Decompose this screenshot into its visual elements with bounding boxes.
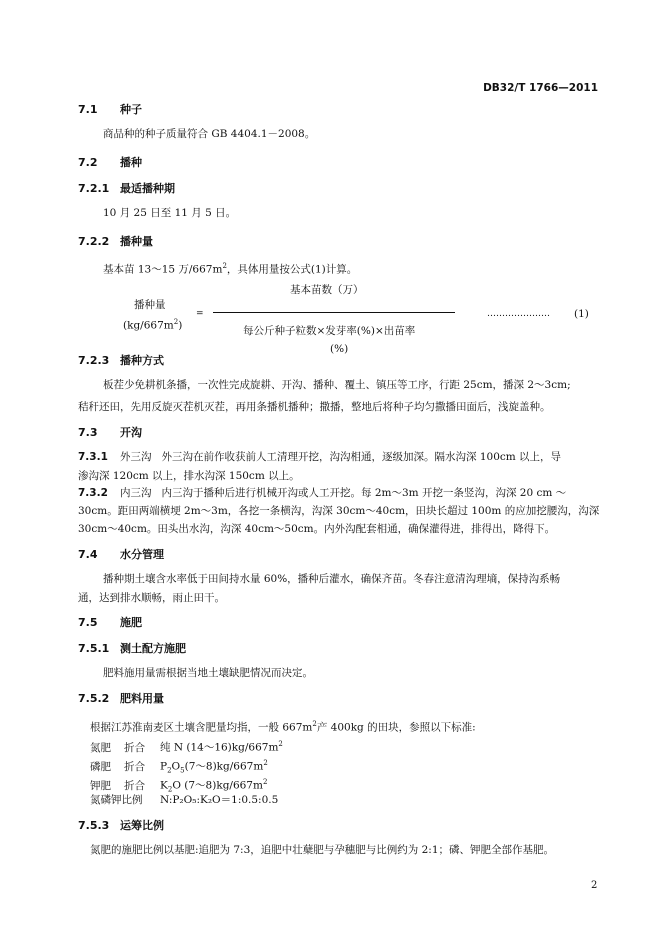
section-7-5-1-text: 肥料施用量需根据当地土壤缺肥情况而决定。	[103, 667, 313, 679]
section-number: 7.3	[78, 426, 98, 439]
formula-denominator-unit: (%)	[330, 343, 349, 355]
section-7-2-1-text: 10 月 25 日至 11 月 5 日。	[103, 207, 237, 219]
section-7-4-line1: 播种期土壤含水率低于田间持水量 60%，播种后灌水，确保齐苗。冬春注意清沟理墒，保持沟系畅	[103, 573, 561, 585]
section-title: 水分管理	[120, 548, 164, 561]
section-title: 播种方式	[120, 354, 164, 367]
section-7-4-heading	[78, 546, 164, 562]
section-7-1-text: 商品种的种子质量符合 GB 4404.1－2008。	[103, 128, 316, 140]
section-7-2-3-line1: 板茬少免耕机条播，一次性完成旋耕、开沟、播种、覆土、镇压等工序，行距 25cm，播深 2～3cm;	[103, 379, 571, 391]
section-number: 7.5.1	[78, 642, 110, 655]
section-title: 测土配方施肥	[120, 642, 186, 655]
fertilizer-ratio: 氮磷钾比例 N:P₂O₅:K₂O＝1:0.5:0.5	[90, 794, 279, 806]
section-number: 7.2.1	[78, 182, 110, 195]
section-7-2-3-heading	[78, 352, 164, 368]
fertilizer-row-potassium: 钾肥 折合 $K_2O$ $(7\sim 8)kg/667m^2$	[90, 778, 268, 794]
section-7-2-3-line2: 秸秆还田，先用反旋灭茬机灭茬，再用条播机播种；撒播，整地后将种子均匀撒播田面后，浅旋盖种。	[78, 401, 551, 413]
section-number: 7.2.2	[78, 235, 110, 248]
section-title: 播种量	[120, 235, 153, 248]
formula-numerator: 基本苗数（万）	[290, 284, 364, 296]
page-number: 2	[591, 880, 598, 891]
section-title: 开沟	[120, 426, 142, 439]
fraction-bar	[213, 312, 455, 313]
standard-code: DB32/T 1766—2011	[483, 82, 598, 94]
section-7-3-2-line1: 7.3.2 内三沟 内三沟于播种后进行机械开沟或人工开挖。每 2m～3m 开挖一条竖沟，沟深 20 cm ～	[78, 487, 567, 499]
section-7-1-heading	[78, 101, 142, 117]
section-number: 7.2	[78, 156, 98, 169]
section-number: 7.5.2	[78, 692, 110, 705]
fertilizer-row-nitrogen: 氮肥 折合 纯 N $(14\sim 16)kg/667m^2$	[90, 740, 283, 754]
section-7-5-3-heading	[78, 817, 164, 833]
section-7-5-heading	[78, 614, 142, 630]
section-7-5-2-heading	[78, 690, 164, 706]
section-number: 7.1	[78, 103, 98, 116]
section-7-4-line2: 通，达到排水顺畅，雨止田干。	[78, 592, 225, 604]
fertilizer-row-phosphorus: 磷肥 折合 $P_2O_5(7\sim 8)kg/667m^2$	[90, 759, 268, 775]
section-7-3-2-line2: 30cm。距田两端横埂 2m～3m，各挖一条横沟，沟深 30cm～40cm，田块长超过 100m 的应加挖腰沟，沟深	[78, 505, 600, 517]
section-7-5-1-heading	[78, 640, 186, 656]
section-7-5-2-intro: 根据江苏淮南麦区土壤含肥量均指，一般 $667m^2$产 400kg 的田块，参照以下标准:	[90, 720, 476, 734]
section-7-3-1-line1: 7.3.1 外三沟 外三沟在前作收获前人工清理开挖，沟沟相通，逐级加深。隔水沟深 100cm 以上，导	[78, 451, 562, 463]
section-number: 7.2.3	[78, 354, 110, 367]
section-title: 施肥	[120, 616, 142, 629]
formula-equals: =	[196, 309, 204, 319]
formula-lhs-unit: $(kg/667m^2)$	[123, 318, 183, 332]
formula-lhs-label: 播种量	[134, 299, 166, 311]
formula-denominator: 每公斤种子粒数×发芽率(%)×出苗率	[243, 325, 416, 337]
formula-number: (1)	[574, 308, 589, 320]
formula-dot-leader: …………………	[487, 309, 550, 319]
section-7-5-3-text: 氮肥的施肥比例以基肥:追肥为 7:3，追肥中壮蘖肥与孕穗肥与比例约为 2:1；磷、钾肥全部作基肥。	[90, 844, 555, 856]
section-7-3-1-line2: 渗沟深 120cm 以上，排水沟深 150cm 以上。	[78, 470, 300, 482]
section-7-2-1-heading	[78, 180, 175, 196]
section-title: 最适播种期	[120, 182, 175, 195]
section-7-2-2-text: 基本苗 13～15 万$/667m^2$，具体用量按公式(1)计算。	[103, 262, 358, 276]
section-7-2-2-heading	[78, 233, 153, 249]
section-7-3-heading	[78, 424, 142, 440]
section-7-3-2-line3: 30cm～40cm。田头出水沟，沟深 40cm～50cm。内外沟配套相通，确保灌得进，排得出，降得下。	[78, 523, 556, 535]
section-number: 7.5	[78, 616, 98, 629]
section-title: 运筹比例	[120, 819, 164, 832]
section-title: 播种	[120, 156, 142, 169]
section-number: 7.4	[78, 548, 98, 561]
section-number: 7.5.3	[78, 819, 110, 832]
section-title: 种子	[120, 103, 142, 116]
section-title: 肥料用量	[120, 692, 164, 705]
section-7-2-heading	[78, 154, 142, 170]
